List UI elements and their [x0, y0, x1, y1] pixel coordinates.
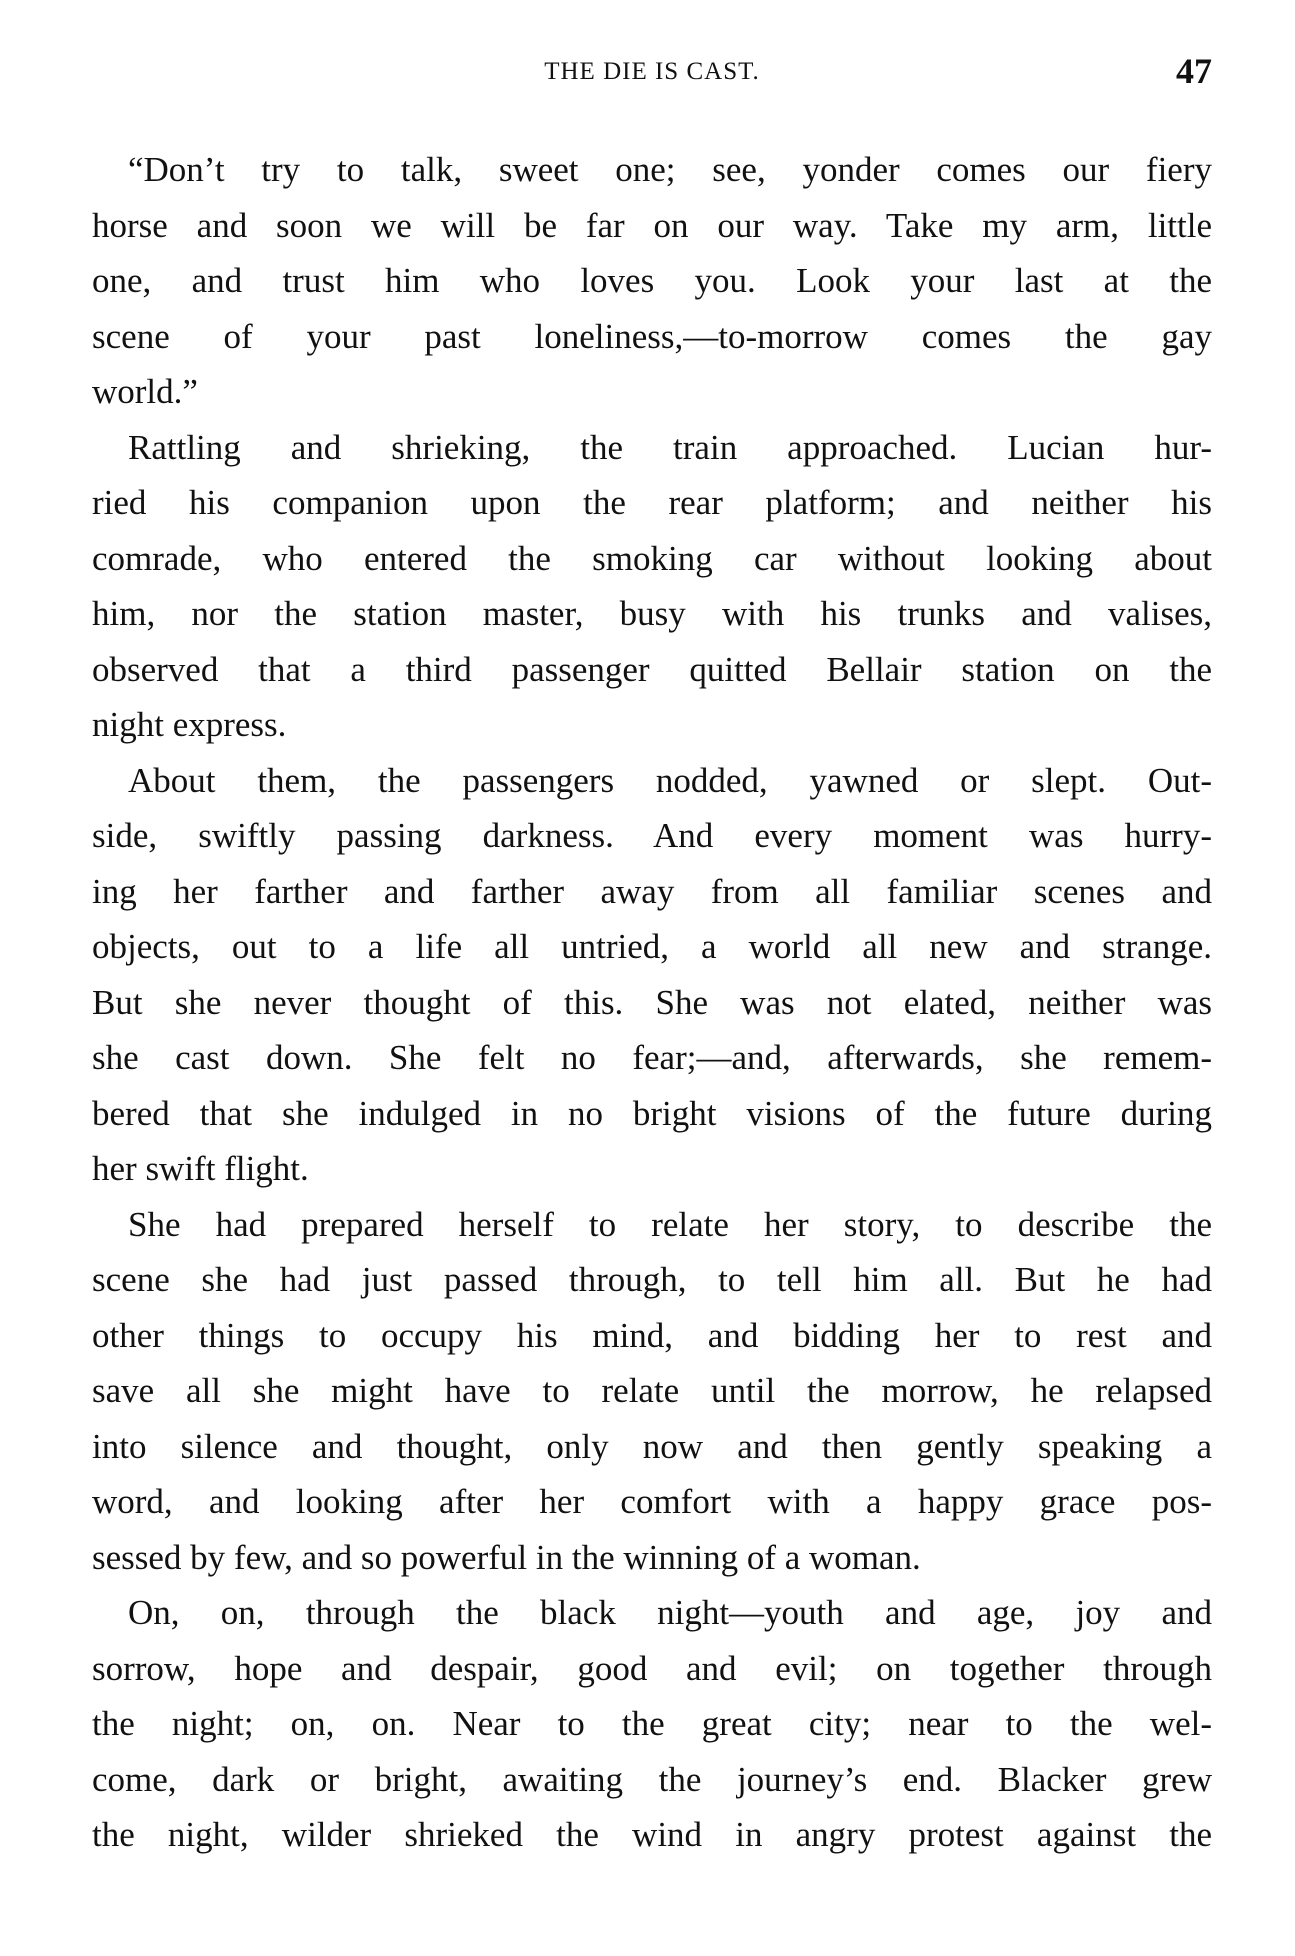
text-line: ing her farther and farther away from all familiar scenes and [92, 871, 1212, 911]
text-line: sorrow, hope and despair, good and evil; on together through [92, 1648, 1212, 1688]
paragraph [92, 142, 1212, 420]
text-line: objects, out to a life all untried, a world all new and strange. [92, 927, 1212, 966]
paragraph [92, 1197, 1212, 1586]
paragraph [92, 420, 1212, 753]
text-line: scene of your past loneliness,—to-morrow comes the gay [92, 316, 1212, 356]
text-line: On, on, through the black night—youth and age, joy and [128, 1593, 1212, 1632]
running-title: THE DIE IS CAST. [544, 58, 760, 85]
body-text [92, 142, 1212, 1863]
text-line: into silence and thought, only now and then gently speaking a [92, 1426, 1212, 1466]
text-line: she cast down. She felt no fear;—and, afterwards, she remem- [92, 1038, 1212, 1077]
text-line: comrade, who entered the smoking car without looking about [92, 538, 1212, 578]
text-line: the night, wilder shrieked the wind in angry protest against the [92, 1815, 1212, 1854]
paragraph [92, 1585, 1212, 1863]
text-line: world.” [92, 372, 198, 411]
page-header [92, 50, 1212, 90]
text-line: scene she had just passed through, to tell him all. But he had [92, 1260, 1212, 1299]
text-line: come, dark or bright, awaiting the journey’s end. Blacker grew [92, 1759, 1212, 1799]
text-line: Rattling and shrieking, the train approached. Lucian hur- [128, 427, 1212, 467]
paragraph [92, 753, 1212, 1197]
text-line: ried his companion upon the rear platform; and neither his [92, 483, 1212, 522]
text-line: night express. [92, 705, 287, 744]
text-line: But she never thought of this. She was not elated, neither was [92, 982, 1212, 1022]
text-line: observed that a third passenger quitted Bellair station on the [92, 649, 1212, 689]
text-line: him, nor the station master, busy with his trunks and valises, [92, 594, 1212, 633]
text-line: sessed by few, and so powerful in the winning of a woman. [92, 1537, 921, 1577]
text-line: word, and looking after her comfort with a happy grace pos- [92, 1482, 1212, 1521]
text-line: one, and trust him who loves you. Look your last at the [92, 261, 1212, 300]
page-number: 47 [1176, 51, 1212, 91]
text-line: side, swiftly passing darkness. And every moment was hurry- [92, 816, 1212, 855]
text-line: her swift flight. [92, 1149, 309, 1188]
text-line: About them, the passengers nodded, yawned or slept. Out- [128, 760, 1212, 800]
text-line: “Don’t try to talk, sweet one; see, yonder comes our fiery [128, 150, 1212, 189]
text-line: horse and soon we will be far on our way. Take my arm, little [92, 205, 1212, 245]
text-line: bered that she indulged in no bright visions of the future during [92, 1093, 1212, 1133]
text-line: the night; on, on. Near to the great city; near to the wel- [92, 1704, 1212, 1743]
text-line: other things to occupy his mind, and bidding her to rest and [92, 1315, 1212, 1355]
text-line: save all she might have to relate until the morrow, he relapsed [92, 1371, 1212, 1410]
text-line: She had prepared herself to relate her story, to describe the [128, 1204, 1212, 1244]
